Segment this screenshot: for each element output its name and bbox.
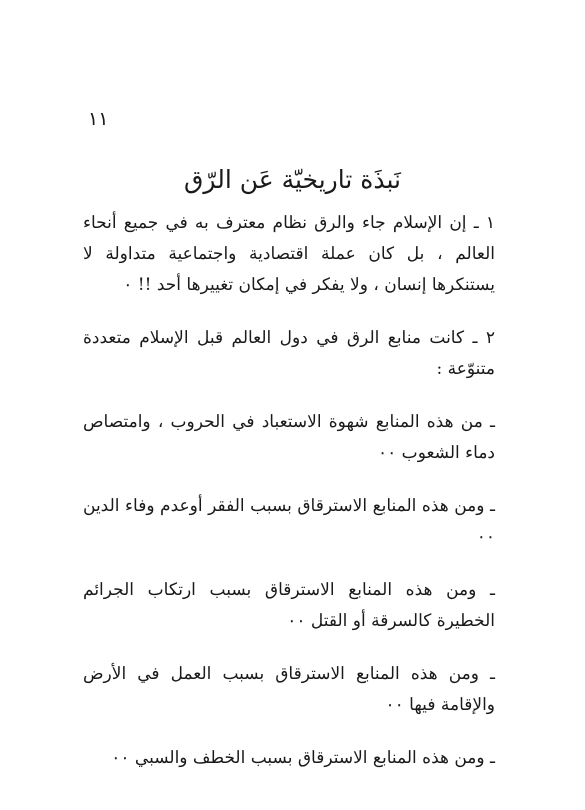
paragraph-4: ـ ومن هذه المنابع الاسترقاق بسبب الفقر أوعدم وفاء الدين ٠٠ xyxy=(83,496,495,547)
paragraph-1: ١ ـ إن الإسلام جاء والرق نظام معترف به في جميع أنحاء العالم ، بل كان عملة اقتصادية واجتماعية متداولة لا يستنكرها إنسان ، ولا يفكر في إمكان تغييرها أحد !! ٠ xyxy=(83,213,495,295)
paragraph-5: ـ ومن هذه المنابع الاسترقاق بسبب ارتكاب الجرائم الخطيرة كالسرقة أو القتل ٠٠ xyxy=(83,580,495,631)
page-title: نَبذَة تاريخيّة عَن الرّق xyxy=(184,164,401,194)
paragraph-7: ـ ومن هذه المنابع الاسترقاق بسبب الخطف والسبي ٠٠ xyxy=(111,748,495,768)
paragraph-2: ٢ ـ كانت منابع الرق في دول العالم قبل الإسلام متعددة متنوّعة : xyxy=(83,328,495,379)
page-number: ١١ xyxy=(88,108,109,130)
page-body xyxy=(83,208,495,774)
paragraph-6: ـ ومن هذه المنابع الاسترقاق بسبب العمل في الأرض والإقامة فيها ٠٠ xyxy=(83,664,495,715)
paragraph-3: ـ من هذه المنابع شهوة الاستعباد في الحروب ، وامتصاص دماء الشعوب ٠٠ xyxy=(83,412,495,463)
